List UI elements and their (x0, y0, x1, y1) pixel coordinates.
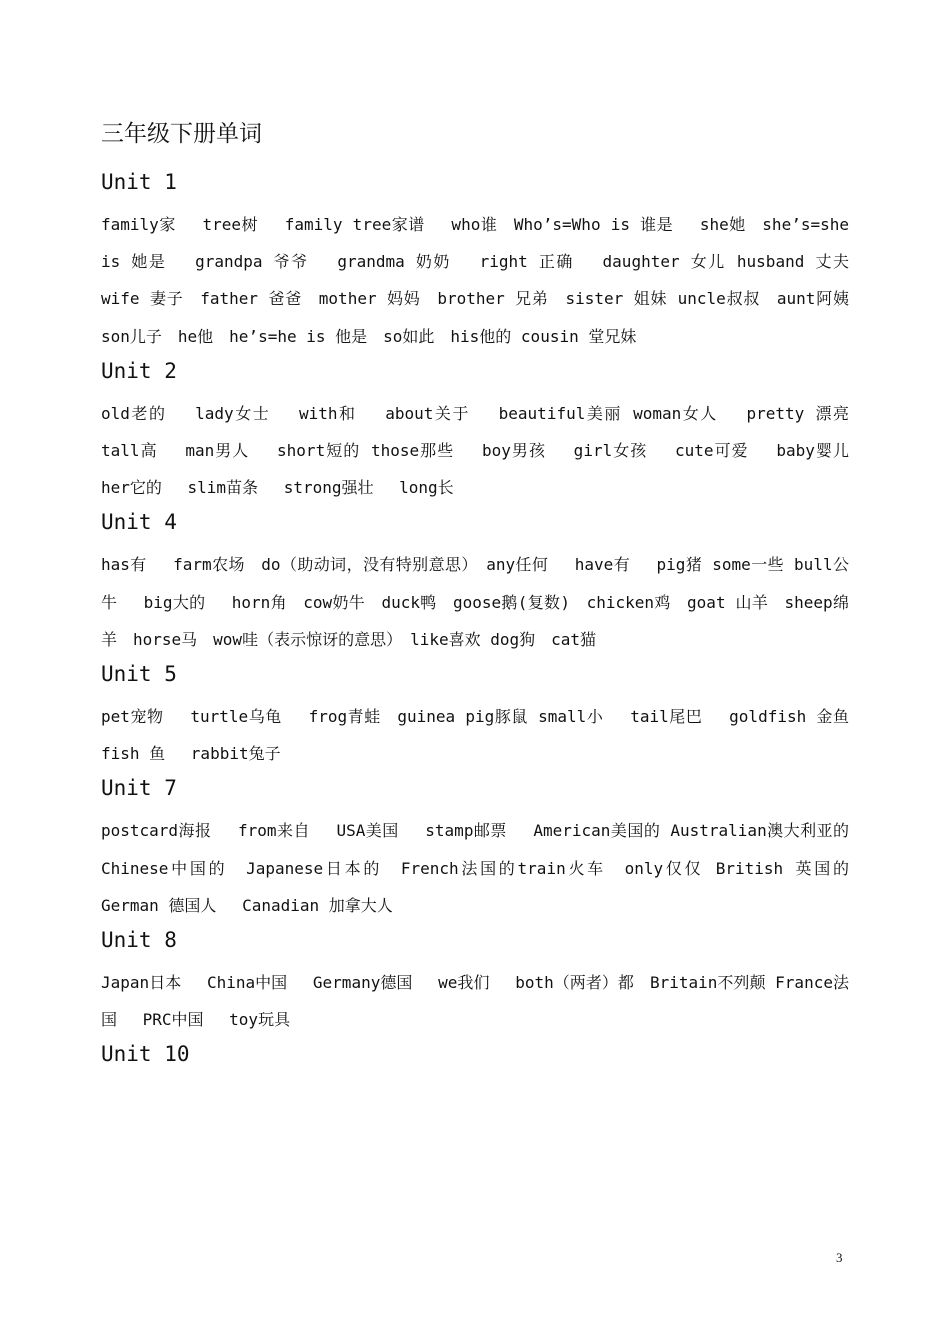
unit-10-section (101, 1040, 849, 1068)
unit-8-heading: Unit 8 (101, 928, 177, 953)
unit-2-vocabulary: old老的 lady女士 with和 about关于 beautiful美丽 woman女人 pretty 漂亮 tall高 man男人 short短的 those那些 boy男孩 girl女孩 cute可爱 baby婴儿 her它的 slim苗条 strong强壮 long长 (101, 403, 875, 498)
unit-7-section (101, 774, 875, 924)
unit-2-heading: Unit 2 (101, 358, 177, 383)
unit-5-heading: Unit 5 (101, 662, 177, 687)
document-title: 三年级下册单词 (101, 121, 262, 147)
unit-8-section (101, 926, 849, 1038)
document-page (101, 118, 875, 1078)
unit-4-section (101, 508, 849, 658)
unit-1-section (101, 168, 866, 355)
page-number: 3 (836, 1250, 843, 1265)
unit-8-vocabulary: Japan日本 China中国 Germany德国 we我们 both（两者）都 Britain不列颠 France法国 PRC中国 toy玩具 (101, 973, 849, 1030)
unit-1-vocabulary: family家 tree树 family tree家谱 who谁 Who’s=Who is 谁是 she她 she’s=she is 她是 grandpa 爷爷 grandma 奶奶 right 正确 daughter 女儿 husband 丈夫 wife 妻子 father 爸爸 mother 妈妈 brother 兄弟 sister 姐妹 uncle叔叔 aunt阿姨 son儿子 he他 he’s=he is 他是 so如此 his他的 cousin 堂兄妹 (101, 215, 866, 346)
unit-7-heading: Unit 7 (101, 776, 177, 801)
unit-1-heading: Unit 1 (101, 170, 177, 194)
unit-4-vocabulary: has有 farm农场 do（助动词，没有特别意思） any任何 have有 pig猪 some一些 bull公牛 big大的 horn角 cow奶牛 duck鸭 goose鹅(复数) chicken鸡 goat 山羊 sheep绵羊 horse马 wow哇（表示惊讶的意思） like喜欢 dog狗 cat猫 (101, 555, 849, 649)
unit-7-vocabulary: postcard海报 from来自 USA美国 stamp邮票 American美国的 Australian澳大利亚的 Chinese中国的 Japanese日本的 French法国的train火车 only仅仅 British 英国的 German 德国人 Canadian 加拿大人 (101, 821, 875, 915)
unit-4-heading: Unit 4 (101, 510, 177, 535)
unit-10-heading: Unit 10 (101, 1042, 190, 1067)
unit-2-section (101, 357, 875, 507)
unit-5-vocabulary: pet宠物 turtle乌龟 frog青蛙 guinea pig豚鼠 small小 tail尾巴 goldfish 金鱼 fish 鱼 rabbit兔子 (101, 707, 875, 764)
unit-5-section (101, 660, 875, 772)
